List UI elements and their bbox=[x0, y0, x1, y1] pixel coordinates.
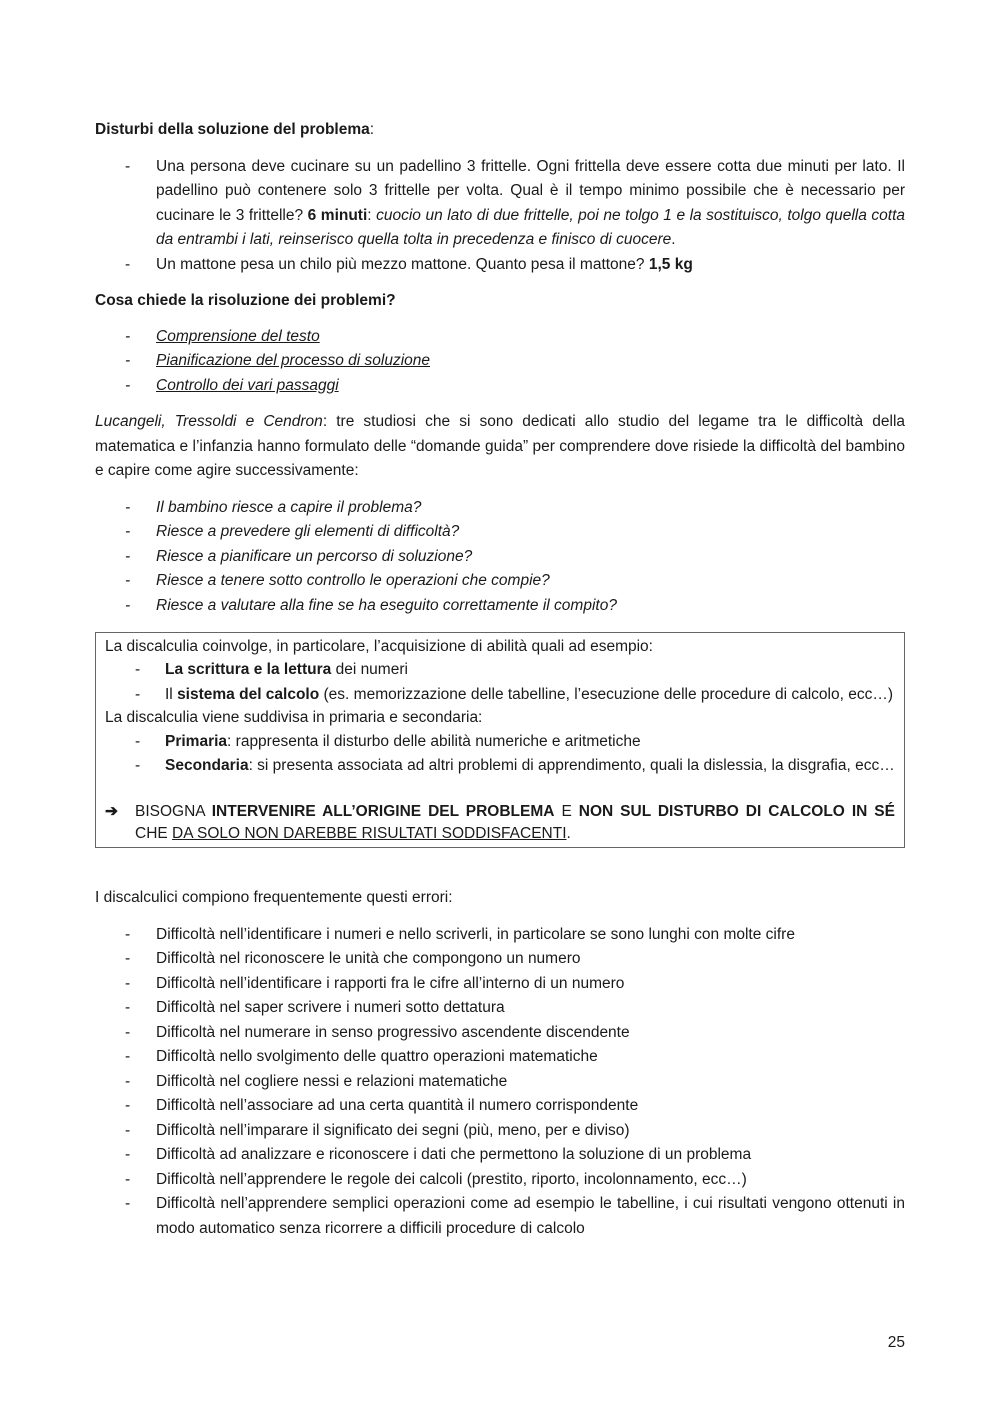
list-item: - Difficoltà nel cogliere nessi e relazioni matematiche bbox=[95, 1070, 905, 1095]
problem-answer: 6 minuti bbox=[307, 206, 368, 224]
document-page bbox=[95, 118, 905, 1241]
conclusion-line bbox=[105, 801, 895, 846]
discalculia-info-box bbox=[95, 632, 905, 848]
conclusion-text: BISOGNA bbox=[135, 802, 212, 820]
errors-intro: I discalculici compiono frequentemente questi errori: bbox=[95, 889, 453, 907]
box-types-intro: La discalculia viene suddivisa in primaria e secondaria: bbox=[105, 709, 483, 727]
list-item: - Difficoltà nel riconoscere le unità che compongono un numero bbox=[95, 947, 905, 972]
list-item: - Difficoltà nell’imparare il significato dei segni (più, meno, per e diviso) bbox=[95, 1119, 905, 1144]
list-item: - Difficoltà nell’apprendere le regole dei calcoli (prestito, riporto, incolonnamento, ecc…) bbox=[95, 1168, 905, 1193]
list-item: - Difficoltà ad analizzare e riconoscere i dati che permettono la soluzione di un problema bbox=[95, 1143, 905, 1168]
list-item: - Difficoltà nel numerare in senso progressivo ascendente discendente bbox=[95, 1021, 905, 1046]
list-item bbox=[95, 374, 905, 399]
type-text: : si presenta associata ad altri problemi di apprendimento, quali la dislessia, la disgrafia, ecc… bbox=[248, 757, 895, 775]
conclusion-end: . bbox=[566, 824, 571, 842]
box-intro: La discalculia coinvolge, in particolare, l’acquisizione di abilità quali ad esempio: bbox=[105, 638, 653, 655]
list-item: - Riesce a pianificare un percorso di soluzione? bbox=[95, 545, 905, 570]
guide-questions-list bbox=[95, 496, 905, 619]
section-heading-requirements: Cosa chiede la risoluzione dei problemi? bbox=[95, 292, 396, 309]
arrow-right-icon: ➔ bbox=[105, 802, 118, 820]
type-bold: Primaria bbox=[165, 732, 228, 750]
problem-text: Un mattone pesa un chilo più mezzo mattone. Quanto pesa il mattone? bbox=[156, 255, 649, 273]
list-item bbox=[105, 730, 895, 755]
conclusion-text: E bbox=[554, 802, 579, 820]
ability-bold: sistema del calcolo bbox=[177, 685, 320, 703]
list-item: - Riesce a tenere sotto controllo le operazioni che compie? bbox=[95, 569, 905, 594]
heading-colon: : bbox=[369, 121, 375, 138]
requirements-list bbox=[95, 325, 905, 399]
list-item bbox=[105, 754, 895, 779]
requirement-text: Pianificazione del processo di soluzione bbox=[156, 352, 430, 369]
requirement-text: Controllo dei vari passaggi bbox=[156, 376, 339, 394]
answer-colon: : bbox=[367, 206, 377, 224]
answer-explanation: cuocio un lato di due frittelle, poi ne tolgo 1 e la sostituisco, tolgo quella cotta da entrambi i lati, reinserisco quella tolta in precedenza e finisco di cuocere bbox=[156, 206, 905, 248]
list-item-frittelle bbox=[95, 155, 905, 253]
list-item bbox=[95, 325, 905, 350]
problem-examples-list bbox=[95, 155, 905, 278]
ability-prefix: Il bbox=[165, 685, 178, 703]
errors-list bbox=[95, 923, 905, 1242]
list-item bbox=[105, 683, 895, 708]
type-bold: Secondaria bbox=[165, 757, 249, 775]
ability-text: dei numeri bbox=[331, 661, 408, 679]
conclusion-bold: NON SUL DISTURBO DI CALCOLO IN SÉ bbox=[578, 802, 895, 820]
authors-names: Lucangeli, Tressoldi e Cendron bbox=[95, 413, 323, 430]
list-item: - Difficoltà nell’associare ad una certa quantità il numero corrispondente bbox=[95, 1094, 905, 1119]
heading-text: Disturbi della soluzione del problema bbox=[95, 121, 370, 138]
list-item: - Difficoltà nell’identificare i numeri e nello scriverli, in particolare se sono lunghi con molte cifre bbox=[95, 923, 905, 948]
requirement-text: Comprensione del testo bbox=[156, 327, 320, 345]
types-list bbox=[105, 730, 895, 779]
conclusion-text: CHE bbox=[135, 824, 173, 842]
list-item: - Difficoltà nell’identificare i rapporti fra le cifre all’interno di un numero bbox=[95, 972, 905, 997]
list-item: - Il bambino riesce a capire il problema? bbox=[95, 496, 905, 521]
page-number: 25 bbox=[887, 1334, 905, 1351]
ability-text: (es. memorizzazione delle tabelline, l’esecuzione delle procedure di calcolo, ecc…) bbox=[319, 685, 894, 703]
conclusion-underlined: DA SOLO NON DAREBBE RISULTATI SODDISFACENTI bbox=[172, 824, 567, 842]
list-item: - Riesce a prevedere gli elementi di difficoltà? bbox=[95, 520, 905, 545]
problem-answer: 1,5 kg bbox=[648, 255, 693, 273]
problem-text: Una persona deve cucinare su un padellino 3 frittelle. Ogni frittella deve essere cotta due minuti per lato. Il padellino può contenere solo 3 frittelle per volta. Qual è il tempo minimo possibile che è necessario per cucinare le 3 frittelle? bbox=[156, 157, 905, 224]
list-item: - Difficoltà nell’apprendere semplici operazioni come ad esempio le tabelline, i cui risultati vengono ottenuti in modo automatico senza ricorrere a difficili procedure di calcolo bbox=[95, 1192, 905, 1241]
abilities-list bbox=[105, 658, 895, 707]
list-item bbox=[95, 349, 905, 374]
ability-bold: La scrittura e la lettura bbox=[165, 661, 332, 679]
sentence-end: . bbox=[671, 231, 676, 248]
list-item: - Difficoltà nel saper scrivere i numeri sotto dettatura bbox=[95, 996, 905, 1021]
list-item-mattone bbox=[95, 253, 905, 278]
list-item bbox=[105, 658, 895, 683]
list-item: - Riesce a valutare alla fine se ha eseguito correttamente il compito? bbox=[95, 594, 905, 619]
conclusion-bold: INTERVENIRE ALL’ORIGINE DEL PROBLEMA bbox=[211, 802, 555, 820]
authors-paragraph bbox=[95, 410, 905, 484]
type-text: : rappresenta il disturbo delle abilità numeriche e aritmetiche bbox=[227, 732, 641, 750]
list-item: - Difficoltà nello svolgimento delle quattro operazioni matematiche bbox=[95, 1045, 905, 1070]
section-heading-problem-solving bbox=[95, 118, 905, 143]
authors-text: : tre studiosi che si sono dedicati allo studio del legame tra le difficoltà della matematica e l’infanzia hanno formulato delle “domande guida” per comprendere dove risiede la difficoltà del bambino e capire come agire successivamente: bbox=[95, 413, 906, 479]
